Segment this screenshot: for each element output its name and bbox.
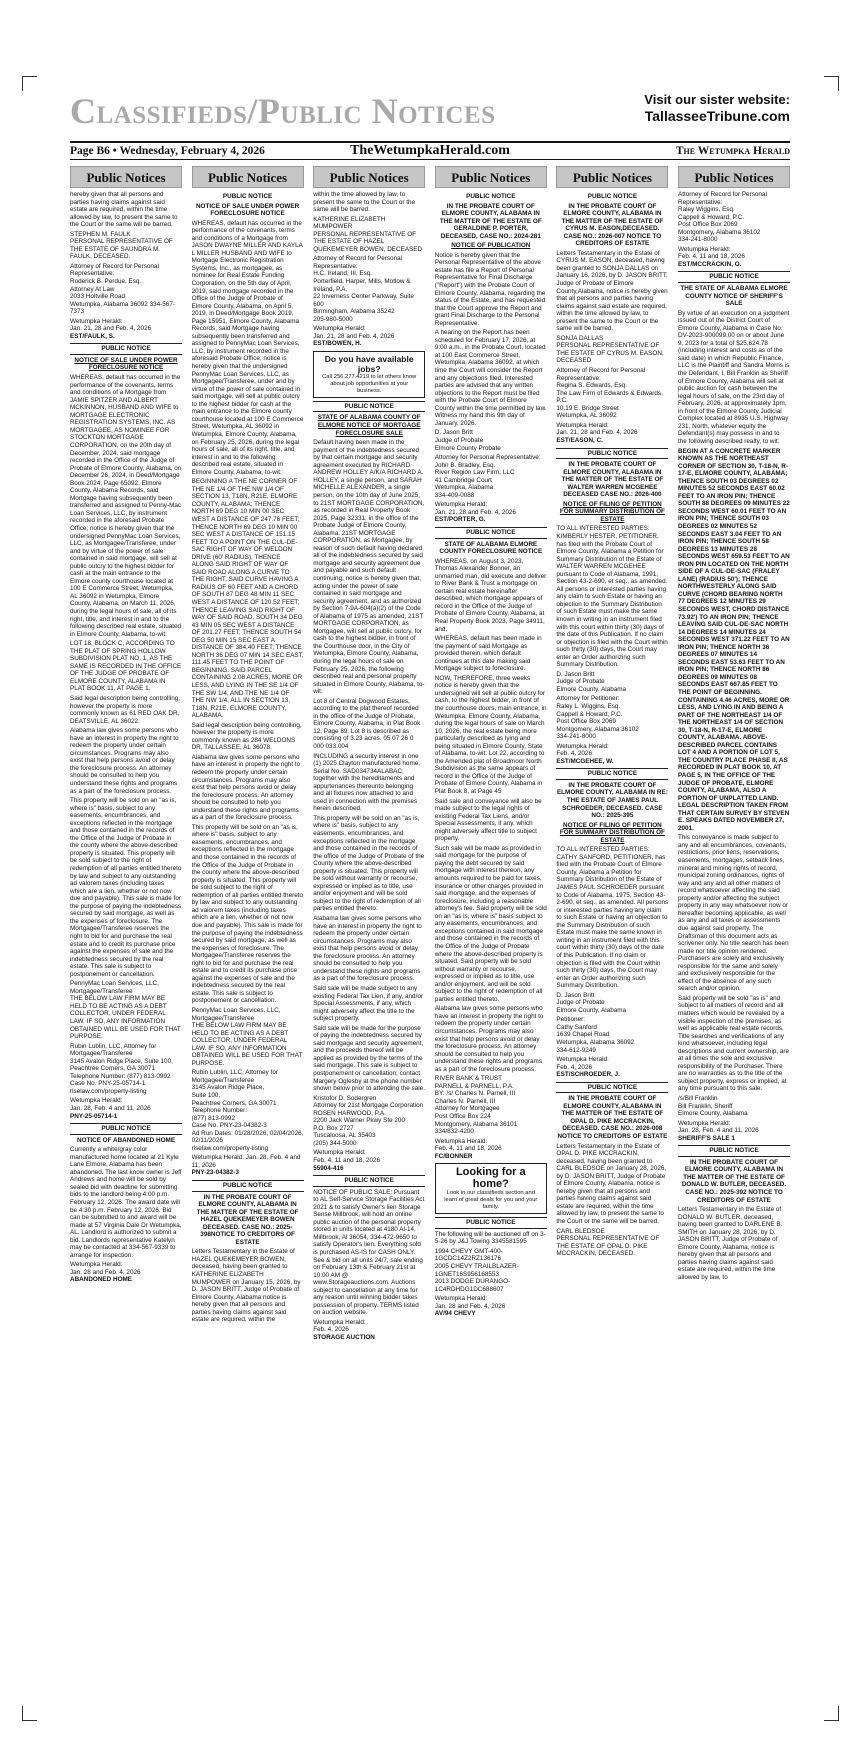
notice-paragraph: LOT 18, BLOCK C, ACCORDING TO THE PLAT OF SPRING HOLLOW SUBDIVISION PLAT NO. 1, AS THE SAME IS RECORDED IN THE OFFICE OF THE JUDGE OF PROBATE OF ELMORE COUNTY, ALABAMA IN PLAT BOOK 11, AT PAGE 1. [70,640,182,693]
notice-line: Telephone Number: (877) 813-0992 Case No. PNY-25-05714-1 [70,1072,171,1088]
notice-paragraph: NOW, THEREFORE, three weeks notice is hereby given that the undersigned will sell at public outcry for cash, to the highest bidder, in front of the courthouse doors, main entrance, in Wetumpka, Elmore County, Alabama, during the legal hours of sale on March 10, 2026, the real estate being more particularly described as lying and being situated in Elmore County, State of Alabama, to-wit: Lot 22, according to the Amended plat of Broadmoor North Subdivision as the same appears of record in the Office of the Judge of Probate of Elmore County, Alabama in Plat Book 8, at Page 45 [434,674,547,796]
notice-paragraph: Elmore County Probate [434,444,501,452]
notice-paragraph: Elmore County, Alabama [556,1006,627,1014]
notice-line: Attorney of Record for Personal Representative: [556,367,646,382]
notice-line: Feb. 4, 11 and 18, 2026 [678,253,745,261]
notice-line: Judge of Probate [556,999,605,1007]
notice-paragraph: PERSONAL REPRESENTATIVE OF THE ESTATE OF CYRUS M. EASON, DECEASED [556,342,664,365]
notice-line: KATHERINE ELIZABETH MUMPOWER [313,215,386,231]
notice-paragraph: The following will be auctioned off on 3-5-26 by J&J Towing 3345581595 [434,1230,546,1246]
notice-heading: IN THE PROBATE COURT OF ELMORE COUNTY, ALABAMA IN THE MATTER OF THE ESTATE OF OPAL D. PIKE MCCRACKIN, DECEASED. CASE NO.: 2026-008 NOTICE TO CREDITORS OF ESTATE [557,1095,668,1140]
notice-line: Jan. 21, 28 and Feb. 4, 2026 [556,429,638,437]
notice-paragraph: Such sale will be made as provided in said mortgage for the purpose of paying the debt secured by said mortgage with interest thereon, any amounts required to be paid for taxes, insurance or other charges provided in said mortgage, and the expenses of foreclosure, including a reasonable attorney's fee. Said property will be sold on an "as is, where is" basis subject to any easements, encumbrances, and exceptions contained in said mortgage and those contained in the records of the Office of the Judge of Probate where the above-described property is situated. Said property will be sold without warranty or recourse, expressed or implied as to title, use and/or enjoyment, and will be sold subject to the right of redemption of all parties entitled thereto. [434,844,547,1003]
notice-line: Raley L. Wiggins, Esq. [556,703,621,710]
notice-line: Montgomery, Alabama 36101 [434,1120,518,1128]
notice-line: PARNELL & PARNELL, P.A. [434,1082,514,1090]
notice-line: Wetumpka Herald: [70,317,123,325]
notice-paragraph: Elmore County, Alabama [556,685,627,693]
notice-paragraph: WHEREAS, on August 3, 2023, Thomas Alexander Bonner, an unmarried man, did execute and deliver to River Bank & Trust a mortgage on certain real estate hereinafter described, which mortgage appears of record in the Office of the Judge of Probate of Elmore County, Alabama, at Real Property Book 2023, Page 34911, and, [434,557,547,633]
notice-line: Roderick B. Perdue, Esq. [70,278,142,286]
notice-line: (877) 813-0992 [191,1114,235,1122]
notice-heading: IN THE PROBATE COURT OF ELMORE COUNTY, ALABAMA IN THE MATTER OF THE ESTATE OF HAZEL QUEKEMEYER BOWEN DECEASED. CASE NO.: 2025-398NOTICE TO CREDITORS OF ESTATE [196,1193,299,1246]
notice-line: Feb. 4, 2026 [556,1063,593,1071]
notice-divider-heading: PUBLIC NOTICE [435,1217,547,1229]
notice-line: Cappell & Howard, P.C. [556,710,623,718]
house-ad-text: Call 256.277.4219 to let others know about job opportunities at your business. [322,373,417,394]
notice-paragraph: Letters Testamentary in the Estate of HAZEL QUEKEMEYER BOWEN, deceased, having been granted to KATHERINE ELIZABETH MUMPOWER on January 15, 2026, by D. JASON BRITT, Judge of Probate of Elmore County, Alabama notice is hereby given that all persons and parties having claims against said estate are required, within the [191,1248,301,1324]
notice-line: Wetumpka Herald: [70,1261,123,1269]
notice-line: SONJA DALLAS [556,334,604,342]
notice-line: D. Jason Britt [556,991,595,999]
notice-line: Case No. PNY-23-04382-3 [191,1122,267,1130]
notice-line: 10.19 E. Bridge Street [556,404,619,412]
crop-mark-bottom-right [824,1706,839,1721]
notice-line: Post Office Box 2069 [678,221,738,229]
notice-paragraph: Said property will be sold "as is" and subject to all matters of record and all matters which would be revealed by a visible inspection of the premises, as well as applicable real estate records. Title searches and verifications of any kind whatsoever, including legal descriptions and current ownership, are at all times the sole and exclusive responsibility of the Purchaser. There are no warranties as to the title of the subject property, express or implied, at any time pursuant to this sale. [678,994,790,1093]
notice-divider-heading: PUBLIC NOTICE [678,271,790,283]
notice-line: Wetumpka Herald: [556,421,609,429]
notice-line: Wetumpka Herald: [556,742,609,750]
notice-line: Wetumpka Herald: [313,1318,366,1326]
notice-paragraph: WHEREAS, default has been made in the payment of said Mortgage as provided therein, which default continues at this date making said Mortgage subject to foreclosure. [434,635,542,673]
notice-line: Jan. 28, Feb. 4 and 11, 2026 [678,1127,759,1135]
notice-column-2 [192,166,304,1706]
house-ad-title: Do you have available jobs? [324,353,414,374]
notice-line: Wetumpka Herald: [434,1137,488,1145]
notice-ref: EST/PORTER, G. [434,516,486,524]
notice-ref: 55904-416 [313,1164,344,1172]
notice-line: Regina S. Edwards, Esq. [556,382,627,390]
notice-paragraph: This conveyance is made subject to any and all encumbrances, covenants, restrictions, prior liens, reservations, easements, mortgages, setback lines, mineral and mining rights of record, municipal zoning ordinances, rights of way and any and all other matters of record whatsoever affecting the said property and/or affecting the subject property in any way whatsoever now or hereafter becoming applicable, as well as any and all taxes or assessments due against said property. The Draftsman of this document acts as scrivener only. No title search has been made nor title opinion rendered. Purchasers are solely and exclusively responsible for the same and solely and exclusively responsible for the effect of the absence of any such search and/or opinion. [678,834,789,993]
notice-paragraph: A hearing on the Report has been scheduled for February 17, 2026, at 9:00 a.m., in the Probate Court, located at 100 East Commerce Street, Wetumpka, Alabama 36092, at which time the Court will consider the Report and any objections filed. Interested parties are advised that any written objections to the Report must be filed with the Probate Court of Elmore County within the time permitted by law. Witness my hand this 9th day of January, 2026. [434,329,547,427]
notice-ref: EST/MCGEHEE, W. [556,757,614,765]
notice-heading: STATE OF ALABAMA ELMORE COUNTY FORECLOSURE NOTICE [439,540,543,556]
notice-ref: EST/BOWEN, H. [313,340,362,348]
notice-line: Telephone Number: [191,1107,247,1115]
notice-divider-heading: PUBLIC NOTICE [678,1145,790,1157]
house-ad [313,351,425,398]
notice-columns [70,166,790,1706]
notice-line: John B. Bradley, Esq. [434,461,496,469]
column-header: Public Notices [435,166,547,188]
house-ad [435,1163,547,1214]
notice-heading: PUBLIC NOTICE [466,193,516,200]
notice-line: Attorney of Record for Personal Representative: [313,255,403,270]
notice-paragraph: WHEREAS, default has occurred in the performance of the covenants, terms and conditions of a Mortgage from JASON DWAYNE MILLER AND KAYLA L MILLER HUSBAND AND WIFE to Mortgage Electronic Registration Systems, Inc., as mortgagee, as nominee for Real Estate Funding Corporation, on the 5th day of April, 2019, said mortgage recorded in the Office of the Judge of Probate of Elmore County, Alabama, on April 5, 2019, in Deed/Mortgage Book 2019, Page 15951, Elmore County, Alabama Records, said Mortgage having subsequently been transferred and assigned to PennyMac Loan Services, LLC, by instrument recorded in the aforesaid Probate Office; notice is hereby given that the undersigned PennyMac Loan Services, LLC, as Mortgagee/Transferee, under and by virtue of the power of sale contained in said mortgage, will sell at public outcry to the highest bidder for cash at the main entrance to the Elmore county courthouse located at 100 E Commerce Street, Wetumpka, AL 36092 in Wetumpka, Elmore County, Alabama, on February 25, 2026, during the legal hours of sale, all of its right, title, and interest in and to the following described real estate, situated in Elmore County, Alabama, to-wit: [191,219,304,476]
notice-line: Jan. 28 and Feb. 4, 2026 [434,1302,506,1310]
notice-heading-underlined: NOTICE OF SALE UNDER POWER FORECLOSURE NOTICE [74,356,178,372]
notice-paragraph: INCLUDING a security interest in one (1) 2025 Clayton manufactured home, Serial No. SAD034734ALABAC; together with the hereditaments and appurtenances thereunto belonging and all fixtures now attached to and used in connection with the premises herein described. [313,752,421,813]
notice-paragraph: within the time allowed by law, to present the same to the Court or the same will be barred. [313,191,416,214]
notice-ref: AV/94 CHEVY [434,1310,476,1318]
notice-line: Attorney for Mortgagee [434,1105,500,1113]
notice-paragraph: PERSONAL REPRESENTATIVE OF THE ESTATE OF OPAL D. PIKE MCCRACKIN, DECEASED. [556,1235,660,1258]
notice-paragraph: 334-612-9249 [556,1046,596,1054]
house-ad-title: Looking for a home? [455,1166,526,1191]
notice-line: 3145 Avalon Ridge Place, Suite 100, Peachtree Corners, GA 30071 [70,1057,173,1073]
notice-line: Cathy Sanford [556,1023,597,1031]
notice-divider-heading: PUBLIC NOTICE [192,1180,304,1192]
notice-line: Feb. 4, 2026 [313,1326,349,1334]
notice-heading-underlined: STATE OF ALABAMA COUNTY OF ELMORE NOTICE OF MORTGAGE FORECLOSURE SALE [317,414,421,437]
notice-paragraph: Said sale and conveyance will also be made subject to the legal rights of existing Federal Tax Liens, and/or Special Assessments, if any, which might adversely affect title to subject property. [434,797,542,843]
crop-mark-bottom-left [22,1706,37,1721]
notice-line: Ad Run Dates: 01/28/2026, 02/04/2026, 02/11/2026 [191,1129,304,1145]
notice-line: 41 Cambridge Court [434,476,492,484]
notice-line: Attorney of Record for Personal Representative: [678,191,767,206]
notice-line: Jan. 21, 28 and Feb. 4, 2026 [313,332,395,340]
notice-line: Wetumpka Herald: [434,1295,488,1303]
sister-site-label: Visit our sister website: [644,92,790,107]
notice-paragraph: Lot 8 of Central Dogwood Estates, according to the plat thereof recorded in the office of the Judge of Probate, Elmore County, Alabama, in Plat Book 12, Page 89. Lot 8 is described as consisting of 3.23 acres. 05 07 26 0 000 033.004 [313,697,421,750]
crop-mark-top-left [22,76,37,91]
column-body [192,188,304,1324]
notice-paragraph: 334-409-0088 [434,491,475,499]
notice-paragraph: 334-241-8000 [678,236,718,244]
column-header: Public Notices [192,166,304,188]
notice-line: Bill Franklin, Sheriff [678,1102,733,1110]
notice-paragraph: By virtue of an execution on a judgment issued out of the District Court of Elmore County, Alabama in Case No. DV-2023-900099.00 on or about June 9, 2023 for a total of $25,624.78 (including interest and costs as of the said date) in which Republic Finance, LLC is the Plaintiff and Sandra Morris is the Defendant, I, Bill Franklin as Sheriff of Elmore County, Alabama will sell at public auction for cash between the legal hours of sale, on the 23rd day of February, 2026, at approximately 1pm, in front of the Elmore County Judicial Complex located at 8935 U.S. Highway 231, North, whatever equity the Defendant(s) may possess in and to the following described realty, to wit: [678,309,790,445]
notice-line: RIVER BANK & TRUST [434,1075,503,1083]
notice-paragraph: rlselaw.com/property-listing [70,1087,147,1095]
notice-paragraph: Currently a white/gray color manufactured home located at 21 Kyle Lane Elmore, Alabama has been abandoned. The last know owner is Jeff Andrews and home will be sold by sealed bid with deadline for submitting bids to the landlord being 4:00 p.m. February 12, 2026. The award date will be 4:30 p.m. February 12, 2026. Bid can be submitted to and award will be made at 57 Virginia Dale Dr Wetumpka, AL. Landlord is authorized to submit a bid. Landlords representative Katelyn may be contacted at 334-567-9339 to arrange for inspection. [70,1146,182,1259]
notice-line: Attorney of Record for Personal Representative: [70,262,159,278]
notice-paragraph: Said legal description being controlling, however the property is more commonly known as 61 RED OAK DR, DEATSVILLE, AL 36022. [70,695,181,725]
notice-line: Wetumpka Herald: [313,325,366,333]
notice-paragraph: Letters Testamentary in the Estate of CYRUS M. EASON, deceased, having been granted to SONJA DALLAS on January 16, 2026, by D. JASON BRITT, Judge of Probate of Elmore County,Alabama, notice is hereby given that all persons and parties having claims against said estate are required, within the time allowed by law, to present the same to the Court or the same will be barred. [556,249,668,333]
notice-line: CARL BLEDSOE [556,1227,605,1235]
column-header: Public Notices [70,166,182,188]
notice-line: Attorney At Law [70,285,115,293]
notice-ref: EST/SCHROEDER, J. [556,1071,620,1079]
column-header: Public Notices [556,166,668,188]
column-body [313,188,425,1342]
notice-line: Cappell & Howard, P.C. [678,213,745,221]
notice-paragraph: hereby given that all persons and parties having claims against said estate are required, within the time allowed by law, to present the same to the Court or the same will be barred. [70,191,178,229]
notice-line: Jan. 21, 28 and Feb. 4, 2026 [70,325,152,333]
notice-paragraph: WHEREAS, default has occurred in the performance of the covenants, terms and conditions of a Mortgage from JAMIE SPITZER AND ALBERT MCKINNON, HUSBAND AND WIFE to MORTGAGE ELECTRONIC REGISTRATION SYSTEMS, INC. AS MORTGAGEE, AS NOMINEE FOR STOCKTON MORTGAGE CORPORATION, on the 20th day of December, 2024, said mortgage recorded in the Office of the Judge of Probate of Elmore County, Alabama, on December 26, 2024, in Deed/Mortgage Book 2024, Page 65092. Elmore County, Alabama Records, said Mortgage having subsequently been transferred and assigned to Penny-Mac Loan Services, LLC, by instrument recorded in the aforesaid Probate Office; notice is hereby given that the undersigned PennyMac Loan Services, LLC, as Mortgagee/Transferee, under and by virtue of the power of sale contained in said mortgage, will sell at public outcry to the highest bidder for cash at the main entrance to the Elmore county courthouse located at 100 E Commerce Street, Wetumpka, AL 36092 in Wetumpka, Elmore County, Alabama, on March 11, 2026, during the legal hours of sale, all of its right, title, and interest in and to the following described real estate, situated in Elmore County, Alabama, to-wit: [70,374,182,638]
notice-ref: PNY-23-04382-3 [191,1169,239,1177]
notice-line: Rubin Lublin, LLC, Attorney for Mortgagee/Transferee [191,1069,278,1084]
notice-paragraph: Alabama law gives some persons who have an interest in property the right to redeem the property under certain circumstances. Programs may also exist that help persons avoid or delay the foreclosure process. An attorney should be consulted to help you understand these rights and programs as a part of the foreclosure process. [191,753,301,822]
notice-line: Jan. 28 and Feb. 4, 2026 [70,1268,141,1276]
notice-line: Charles N. Parnell, III [434,1097,496,1105]
notice-heading: IN THE PROBATE COURT OF ELMORE COUNTY, ALABAMA IN THE MATTER OF THE ESTATE OF GERALDINE P. PORTER, DECEASED, CASE NO.: 2024-281 [439,202,542,240]
notice-line: STEPHEN M. FAULK [70,230,131,238]
notice-ref: EST/MCCRACKIN, O. [678,260,742,268]
notice-line: /s/Bill Franklin [678,1094,718,1102]
notice-column-5 [556,166,668,1706]
notice-paragraph: Wetumpka, AL 36092 [556,412,617,420]
notice-line: Mortgagee/Transferee [191,1014,255,1022]
notice-line: Attorney for Petitioner: [556,695,620,703]
notice-heading-underlined: NOTICE OF FILING OF PETITION FOR SUMMARY DISTRIBUTION OF ESTATE [559,500,665,523]
notice-line: PennyMac Loan Services, LLC, [70,980,159,988]
notice-line: Jan. 21, 28 and Feb. 4, 2026 [434,508,516,516]
notice-line: Judge of Probate [434,436,484,444]
notice-line: 3145 Avalon Ridge Place, [191,1084,265,1092]
page-date: Page B6 • Wednesday, February 4, 2026 [70,145,265,157]
sister-site-promo [644,92,790,124]
notice-ref: SHERIFF'S SALE 1 [678,1134,735,1142]
notice-paragraph: Alabama law gives some persons who have an interest in property the right to redeem the property under certain circumstances. Programs may also exist that help persons avoid or delay the foreclosure process. An attorney should be consulted to help you understand these rights and programs as a part of the foreclosure process. [434,1005,544,1073]
notice-line: Wetumpka Herald: Jan. 28, Feb. 4 and 11, 2026 [191,1154,301,1169]
notice-paragraph: THE BELOW LAW FIRM MAY BE HELD TO BE ACTING AS A DEBT COLLECTOR, UNDER FEDERAL LAW. IF SO, ANY INFORMATION OBTAINED WILL BE USED FOR THAT PURPOSE. [191,1022,303,1067]
notice-divider-heading: PUBLIC NOTICE [556,1082,668,1094]
notice-line: 2033 Holtville Road [70,293,126,301]
notice-line: Wetumpka, Alabama [434,484,494,492]
notice-line: Wetumpka Herald: [70,1097,123,1105]
notice-line: Feb. 4, 11 and 18, 2026 [434,1145,502,1153]
notice-paragraph: Alabama law gives some persons who have an interest in property the right to redeem the property under certain circumstances. Programs may also exist that help persons avoid or delay the foreclosure process. An attorney should be consulted to help you understand these rights and programs as a part of the foreclosure process. [70,727,179,795]
notice-line: Post Office Box 2069 [556,718,616,726]
notice-line: 2200 Jack Warner Pkwy Ste 200 [313,1117,405,1125]
notice-line: Petitioner: [556,1016,585,1024]
section-title: Classifieds/Public Notices [70,91,496,131]
notice-ref: BEGIN AT A CONCRETE MARKER KNOWN AS THE NORTHEAST CORNER OF SECTION 30, T-18-N, R-17-E, ELMORE COUNTY, ALABAMA; THENCE SOUTH 03 DEGREES 02 MINUTES 52 SECONDS EAST 60.02 FEET TO AN IRON PIN; THENCE SOUTH 88 DEGREES 09 MINUTES 22 SECONDS WEST 60.01 FEET TO AN IRON PIN; THENCE SOUTH 03 DEGREES 02 MINUTES 52 SECONDS EAST 3.04 FEET TO AN IRON PIN; THENCE SOUTH 58 DEGREES 13 MINUTES 28 SECONDS WEST 659.53 FEET TO AN IRON PIN LOCATED ON THE NORTH SIDE OF A CUL-DE-SAC (FRALEY LANE) (RADIUS 50'); THENCE NORTHWESTERLY ALONG SAID CURVE (CHORD BEARING NORTH 77 DEGREES 12 MINUTES 29 SECONDS WEST, CHORD DISTANCE 73.92') TO AN IRON PIN; THENCE LEAVING SAID CUL-DE-SAC NORTH 14 DEGREES 14 MINUTES 24 SECONDS WEST 371.22 FEET TO AN IRON PIN; THENCE NORTH 36 DEGREES 07 MINUTES 14 SECONDS EAST 53.63 FEET TO AN IRON PIN; THENCE NORTH 86 DEGREES 09 MINUTES 08 SECONDS EAST 667.85 FEET TO THE POINT OF BEGINNING. CONTAINING 4.46 ACRES, MORE OR LESS, AND LYING IN AND BEING A PART OF THE NORTHEAST 1/4 OF THE NORTHEAST 1/4 OF SECTION 30, T-18-N, R-17-E, ELMORE COUNTY, ALABAMA. ABOVE-DESCRIBED PARCEL CONTAINS LOT 4 AND A PORTION OF LOT 5, THE COUNTRY PLACE PHASE II, AS RECORDED IN PLAT BOOK 10, AT PAGE 5, IN THE OFFICE OF THE JUDGE OF PROBATE, ELMORE COUNTY, ALABAMA, ALSO A PORTION OF UNPLATTED LAND. LEGAL DESCRIPTION TAKEN FROM THAT CERTAIN SURVEY BY STEVEN E. SPEAKS DATED NOVEMBER 27, 2001. [678,447,790,832]
notice-column-4 [435,166,547,1706]
notice-line: Rubin Lublin, LLC, Attorney for Mortgagee/Transferee [70,1042,157,1058]
notice-paragraph: BEGINNING A THE NE CORNER OF THE NE 1/4 OF THE NW 1/4 OF SECTION 13, T18N, R21E, ELMORE COUNTY, ALABAMA; THENCE NORTH 69 DEG 10 MIN 00 SEC WEST A DISTANCE OF 247.76 FEET; THENCE NORTH 69 DEG 10 MIN 00 SEC WEST A DISTANCE OF 151.15 FEET TO A POINT ON THE CUL-DE-SAC RIGHT OF WAY OF WELDON DRIVE (60' RADIUS); THENCE ALONG SAID RIGHT OF WAY OF SAID ROAD ALONG A CURVE TO THE RIGHT, SAID CURVE HAVING A RADIUS OF 60 FEET AND A CHORD OF SOUTH 87 DEG 48 MIN 11 SEC WEST A DISTANCE OF 120.52 FEET; THENCE LEAVING SAID RIGHT OF WAY OF SAID ROAD, SOUTH 34 DEG 43 MIN 05 SEC WEST A DISTANCE OF 201.27 FEET; THENCE SOUTH 54 DEG 50 MIN 15 SEC EAST A DISTANCE OF 384.40 FEET; THENCE NORTH 36 DEG 07 MIN 14 SEC EAST, 111.45 FEET TO THE POINT OF BEGINNING. SAID PARCEL CONTAINING 2.08 ACRES, MORE OR LESS, AND LYING IN THE SE 1/4 OF THE SW 1/4, AND THE NE 1/4 OF THE NW 1/4, ALL IN SECTION 13, T18N, R21E, ELMORE COUNTY, ALABAMA. [191,478,304,720]
notice-paragraph: Letters Testamentary in the Estate of OPAL D. PIKE MCCRACKIN, deceased, having been granted to CARL BLEDSOE on January 28, 2026, by D. JASON BRITT, Judge of Probate of Elmore County, Alabama, notice is hereby given that all persons and parties having claims against said estate are required, within the time allowed by law, to present the same to the Court or the same will be barred. [556,1142,667,1225]
notice-ref: STORAGE AUCTION [313,1334,375,1342]
notice-line: Feb. 4, 2026 [556,750,593,758]
notice-paragraph: Alabama law gives some persons who have an interest in property the right to redeem the property under certain circumstances. Programs may also exist that help persons avoid or delay the foreclosure process. An attorney should be consulted to help you understand these rights and programs as a part of the foreclosure process. [313,915,422,983]
notice-paragraph: Said sale will be made subject to any existing Federal Tax Lien, if any, and/or Special Assessments, if any, which might adversely affect the title to the subject property. [313,984,423,1023]
notice-divider-heading: PUBLIC NOTICE [313,401,425,413]
notice-paragraph: 334/832-4200 [434,1128,474,1136]
notice-paragraph: Elmore County, Alabama [678,1110,748,1118]
notice-paragraph: Notice is hereby given that the Personal Representative of the above estate has file a Report of Personal Representative for Final Discharge ("Report") with the Probate Court of Elmore County, Alabama, regarding the status of the Estate, and has requested that the Court approve the Report and grant Final Discharge to the Personal Representative. [434,251,546,327]
column-body [556,188,668,1258]
notice-paragraph: TO ALL INTERESTED PARTIES: CATHY SANFORD, PETITIONER, has filed with the Probate Court of Elmore County, Alabama a Petition for Summary Distribution of the Estate of JAMES PAUL SCHROEDER pursuant to Code of Alabama, 1975, Section 43-2-690, et seq., as amended. All persons or interested parties having any claim to such Estate or having an objection to the Summary Distribution of such Estate must make the same known in writing in an instrument filed with this court within thirty (30) days of the date of this Publication. If no claim or objection is filed with the Court within such thirty (30) days, the Court may enter an Order authorizing such Summary Distribution. [556,846,669,990]
notice-ref: EST/FAULK, S. [70,332,115,340]
notice-line: ROSEN HARWOOD, P.A. [313,1109,386,1117]
notice-divider-heading: PUBLIC NOTICE [556,768,668,780]
notice-paragraph: rlselaw.com/property-listing [191,1144,269,1152]
notice-paragraph: This property will be sold on an "as is, where is" basis, subject to any easements, encumbrances, and exceptions reflected in the mortgage and those contained in the records of the office of the Judge of Probate of the County where the above-described property is situated. This property will be sold without warranty or recourse, expressed or implied as to title, use and/or enjoyment and will be sold subject to the right of redemption of all parties entitled thereto. [313,814,425,913]
column-header: Public Notices [678,166,790,188]
notice-line: H.C. Ireland, III, Esq. [313,270,373,278]
notice-line: Feb. 4, 11 and 18, 2026 [313,1156,381,1164]
notice-paragraph: 2013 DODGE DURANGO-1C4RDHDG1DC688607 [434,1278,511,1293]
notice-heading: NOTICE OF ABANDONED HOME [76,1136,176,1144]
notice-heading: IN THE PROBATE COURT OF ELMORE COUNTY, ALABAMA IN THE MATTER OF THE ESTATE OF WALTER WARREN MCGEHEE DECEASED CASE NO.: 2026-400 [561,461,664,499]
notice-line: River Region Law Firm, LLC [434,469,515,477]
notice-line: 1639 Chapel Road [556,1031,610,1039]
crop-mark-top-right [824,76,839,91]
notice-column-1 [70,166,182,1706]
notice-paragraph: PERSONAL REPRESENTATIVE OF THE ESTATE OF HAZEL QUEKEMEYER BOWEN, DECEASED [313,230,423,253]
notice-paragraph: NOTICE OF PUBLIC SALE: Pursuant to AL Self-Service Storage Facilities Act 2021 & to satisfy Owner's lien Storage Sense Millbrook, will hold an online public auction of the personal property stored in units located at 4180 Al-14, Millbrook, Al 36054, 334-472-9650 to satisfy Operator's lien. Everything sold is purchased AS-IS for CASH ONLY. See & bid on all units 24/7, sale ending on February 13th & February 21st at 10:00 AM @ www.Storageauctions.com. Auctions subject to cancellation at any time for any reason until winning bidder takes possession of property. TERMS listed on auction website. [313,1188,425,1317]
notice-line: BY: /s/ Charles N. Parnell, III [434,1090,516,1098]
notice-divider-heading: PUBLIC NOTICE [435,527,547,539]
notice-heading-underlined: NOTICE OF PUBLICATION [451,242,531,250]
notice-line: Montgomery, Alabama 36102 [678,228,761,236]
notice-line: Suite 100, [191,1091,221,1099]
sister-site-link[interactable]: TallasseeTribune.com [644,108,790,124]
notice-heading: NOTICE OF SALE UNDER POWER FORECLOSURE NOTICE [195,202,300,218]
notice-line: The Law Firm of Edwards & Edwards, P.C. [556,389,663,405]
notice-line: PennyMac Loan Services, LLC, [191,1006,281,1014]
notice-paragraph: Said legal description being controlling, however the property is more commonly known as 284 WELDONS DR, TALLASSEE, AL 36078. [191,721,302,752]
notice-line: Wetumpka Herald: [556,1056,609,1064]
notice-line: Raley Wiggins, Esq. [678,206,735,214]
notice-line: Wetumpka Herald: [434,501,488,509]
notice-line: 2005 CHEVY TRAILBLAZER-1GNET16S956168553 [434,1263,519,1278]
notice-line: Montgomery, Alabama 36102 [556,725,639,733]
notice-paragraph: Letters Testamentary in the Estate of DONALD W. BUTLER, deceased, having been granted to DARLENE B. SMITH on January 28, 2026, by D. JASON BRITT, Judge of Probate of Elmore County, Alabama, notice is hereby given that all persons and parties having claims against said estate are required, within the time allowed by law, to [678,1206,783,1282]
notice-heading: IN THE PROBATE COURT OF ELMORE COUNTY, ALABAMA IN RE: THE ESTATE OF JAMES PAUL SCHROEDER, DECEASED. CASE NO.: 2025-395 [556,781,668,820]
notice-line: P.O. Box 2727 [313,1124,354,1132]
notice-paragraph: Default having been made in the payment of the indebtedness secured by that certain mortgage and security agreement executed by RICHARD ANDREW HOLLEY A/K/A RICHARD A. HOLLEY, a single person, and SARAH MICHELLE ALEXANDER, a single person, on the 10th day of June 2025, to 21ST MORTGAGE CORPORATION, as recorded in Real Property Book 2025, Page 32331, in the office of the Probate Judge of Elmore County, Alabama. 21ST MORTGAGE CORPORATION, as Mortgagee, by reason of such default having declared all of the indebtedness secured by said mortgage and security agreement due and payable and such default continuing, notice is hereby given that, acting under the power of sale contained in said mortgage and security agreement, and as authorized by Section 7-9A-604(a)(2) of the Code of Alabama of 1975 as amended, 21ST MORTGAGE CORPORATION, as Mortgagee, will sell at public outcry, for cash to the highest bidder, in front of the Courthouse door, in the City of Wetumpka, Elmore County, Alabama, during the legal hours of sale on February 25, 2026, the following described real and personal property situated in Elmore County, Alabama, to-wit: [313,439,425,696]
notice-heading: PUBLIC NOTICE [587,193,638,200]
column-body [70,188,182,1284]
notice-paragraph: This property will be sold on an "as is, where is" basis, subject to any easements, encumbrances, and exceptions reflected in the mortgage and those contained in the records of the Office of the Judge of Probate in the county where the above-described property is situated. This property will be sold subject to the right of redemption of all parties entitled thereto by law and subject to any outstanding ad valorem taxes (including taxes which are a lien, whether or not now due and payable). This sale is made for the purpose of paying the indebtedness secured by said mortgage, as well as the expenses of foreclosure. The Mortgagee/Transferee reserves the right to bid for and purchase the real estate and to credit its purchase price against the expenses of sale and the indebtedness secured by the real estate. This sale is subject to postponement or cancellation. [70,797,182,978]
notice-line: Peachtree Corners, GA 30071 [191,1099,277,1107]
notice-line: Post Office Box 224 [434,1112,491,1120]
notice-line: Judge of Probate [556,678,605,686]
notice-line: Tuscaloosa, AL 35403 [313,1132,376,1140]
notice-heading: THE STATE OF ALABAMA ELMORE COUNTY NOTICE OF SHERIFF'S SALE [680,285,788,308]
notice-line: Kristofor D. Sodergren [313,1094,377,1102]
house-ad-text: Look in our classifieds section and learn of great deals for you and your family. [444,1190,538,1211]
notice-line: Wetumpka Herald: [313,1149,366,1157]
notice-heading: IN THE PROBATE COURT OF ELMORE COUNTY, ALABAMA IN THE MATTER OF THE ESTATE OF CYRUS M. EASON,DECEASED. CASE NO.: 2026-007 NOTICE TO CREDITORS OF ESTATE [561,202,664,248]
notice-paragraph: Wetumpka, Alabama 36092 334-567-7373 [70,300,175,316]
column-body [435,188,547,1318]
notice-line: Mortgagee/Transferee [70,987,133,995]
notice-line: 1994 CHEVY GMT-400-1GCDC14Z2RZ136176 [434,1247,503,1263]
notice-divider-heading: PUBLIC NOTICE [70,343,182,355]
notice-divider-heading: PUBLIC NOTICE [313,1175,425,1187]
notice-ref: ABANDONED HOME [70,1276,133,1284]
notice-line: 22 Inverness Center Parkway, Suite 600 [313,293,414,308]
notice-heading: PUBLIC NOTICE [222,193,273,200]
notice-paragraph: Said sale will be made for the purpose of paying the indebtedness secured by said mortgage and security agreement, and the proceeds thereof will be applied as provided by the terms of the said mortgage. This sale is subject to postponement or cancellation; contact Margery Oglesby at the phone number shown below prior to attending the sale. [313,1024,425,1093]
notice-ref: PNY-25-05714-1 [70,1112,118,1120]
notice-line: Wetumpka, Alabama 36092 [556,1038,635,1046]
notice-paragraph: (205) 344-5000 [313,1139,357,1147]
notice-paragraph: 205-980-5000 [313,315,353,323]
notice-line: Birmingham, Alabama 35242 [313,308,395,316]
notice-heading: IN THE PROBATE COURT OF ELMORE COUNTY, ALABAMA IN THE MATTER OF THE ESTATE OF DONALD W. BUTLER, DECEASED. CASE NO.: 2025-392 NOTICE TO CREDITORS OF ESTATE [681,1158,787,1204]
notice-line: Wetumpka Herald: [678,245,731,253]
folio-bar [70,141,790,160]
paper-name: The Wetumpka Herald [675,145,790,157]
notice-line: D. Jason Britt [556,670,595,678]
notice-paragraph: PERSONAL REPRESENTATIVE OF THE ESTATE OF SAUNDRA M. FAULK, DECEASED. [70,238,173,261]
notice-paragraph: 334-241-8000 [556,733,596,741]
notice-line: Porterfield, Harper, Mills, Motlow & Ireland, P.A. [313,278,411,293]
notice-paragraph: THE BELOW LAW FIRM MAY BE HELD TO BE ACTING AS A DEBT COLLECTOR, UNDER FEDERAL LAW. IF SO, ANY INFORMATION OBTAINED WILL BE USED FOR THAT PURPOSE. [70,995,181,1041]
notice-divider-heading: PUBLIC NOTICE [70,1123,182,1135]
notice-divider-heading: PUBLIC NOTICE [556,448,668,460]
notice-line: Attorney for 21st Mortgage Corporation [313,1102,424,1110]
notice-line: Jan. 28, Feb. 4 and 11, 2026 [70,1104,151,1112]
notice-column-6 [678,166,790,1706]
notice-paragraph: TO ALL INTERESTED PARTIES: KIMBERLY HESTER, PETITIONER, has filed with the Probate Court of Elmore County, Alabama a Petition for Summary Distribution of the Estate of WALTER WARREN MCGEHEE pursuant to Code of Alabama, 1991, Section 43-2-690, et seq., as amended. All persons or interested parties having any claim to such Estate or having an objection to the Summary Distribution of such Estate must make the same known in writing in an instrument filed with this court within thirty (30) days of the date of this Publication. If no claim or objection is filed with the Court within such thirty (30) days, the Court may enter an Order authorizing such Summary Distribution. [556,525,668,669]
notice-line: Wetumpka Herald: [678,1119,731,1127]
notice-column-3 [313,166,425,1706]
notice-heading-underlined: NOTICE OF FILING OF PETITION FOR SUMMARY DISTRIBUTION OF ESTATE [559,821,665,844]
column-header: Public Notices [313,166,425,188]
notice-ref: EST/EASON, C. [556,436,603,444]
notice-line: D. Jason Britt [434,429,473,437]
masthead [70,92,790,132]
column-body [678,188,790,1282]
notice-ref: FC/BONNER [434,1152,473,1160]
website-name: TheWetumpkaHerald.com [350,143,510,158]
notice-line: Attorney for Personal Representative: [434,454,541,462]
notice-paragraph: This property will be sold on an "as is, where is" basis, subject to any easements, encumbrances, and exceptions reflected in the mortgage and those contained in the records of the Office of the Judge of Probate in the county where the above-described property is situated. This property will be sold subject to the right of redemption of all parties entitled thereto by law and subject to any outstanding ad valorem taxes (including taxes which are a lien, whether or not now due and payable). This sale is made for the purpose of paying the indebtedness secured by said mortgage, as well as the expenses of foreclosure. The Mortgagee/Transferee reserves the right to bid for and purchase the real estate and to credit its purchase price against the expenses of sale and the indebtedness secured by the real estate. This sale is subject to postponement or cancellation. [191,823,304,1005]
